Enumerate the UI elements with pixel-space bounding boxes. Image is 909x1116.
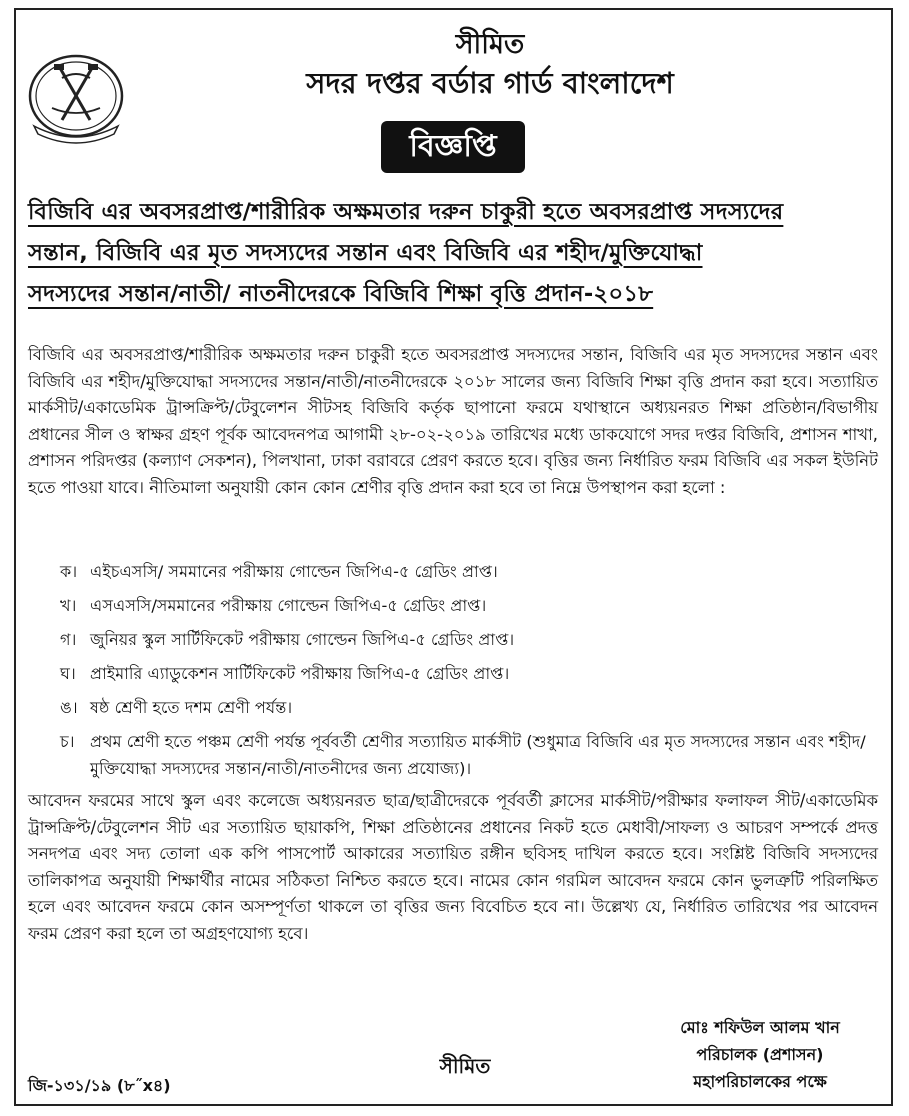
list-item-text: ষষ্ঠ শ্রেণী হতে দশম শ্রেণী পর্যন্ত। — [90, 698, 293, 717]
classification-label: সীমিত — [455, 29, 525, 60]
organization-name: সদর দপ্তর বর্ডার গার্ড বাংলাদেশ — [306, 66, 674, 100]
body-paragraph-2: আবেদন ফরমের সাথে স্কুল এবং কলেজে অধ্যয়নরত ছাত্র/ছাত্রীদেরকে পূর্ববর্তী ক্লাসের মার্কসীট/পরীক্ষার ফলাফল সীট/একাডেমিক ট্রান্সক্রিপ্ট/টেবুলেশন সীট এর সত্যায়িত ছায়াকপি, শিক্ষা প্রতিষ্ঠানের প্রধানের নিকট হতে মেধাবী/সাফল্য ও আচরণ সম্পর্কে প্রদত্ত সনদপত্র এবং সদ্য তোলা এক কপি পাসপোর্ট আকারের সত্যায়িত রঙ্গীন ছবিসহ দাখিল করতে হবে। সংশ্লিষ্ট বিজিবি সদস্যদের তালিকাপত্র অনুযায়ী শিক্ষার্থীর নামের সঠিকতা নিশ্চিত করতে হবে। নামের কোন গরমিল আবেদন ফরমে কোন ভুলত্রুটি পরিলক্ষিত হলে এবং আবেদন ফরমে কোন অসম্পূর্ণতা থাকলে তা বৃত্তির জন্য বিবেচিত হবে না। উল্লেখ্য যে, নির্ধারিত তারিখের পর আবেদন ফরম প্রেরণ করা হলে তা অগ্রহণযোগ্য হবে। — [28, 791, 878, 943]
list-item — [60, 592, 880, 619]
signatory-on-behalf: মহাপরিচালকের পক্ষে — [693, 1072, 827, 1091]
subject-line: সন্তান, বিজিবি এর মৃত সদস্যদের সন্তান এবং বিজিবি এর শহীদ/মুক্তিযোদ্ধা — [28, 240, 703, 266]
list-item-text: প্রথম শ্রেণী হতে পঞ্চম শ্রেণী পর্যন্ত পূর্ববর্তী শ্রেণীর সত্যায়িত মার্কসীট (শুধুমাত্র বিজিবি এর মৃত সদস্যদের সন্তান এবং শহীদ/মুক্তিযোদ্ধা সদস্যদের সন্তান/নাতী/নাতনীদের জন্য প্রযোজ্য)। — [90, 732, 866, 778]
list-item — [60, 660, 880, 687]
body-paragraph-1: বিজিবি এর অবসরপ্রাপ্ত/শারীরিক অক্ষমতার দরুন চাকুরী হতে অবসরপ্রাপ্ত সদস্যদের সন্তান, বিজিবি এর মৃত সদস্যদের সন্তান এবং বিজিবি এর শহীদ/মুক্তিযোদ্ধা সদস্যদের সন্তান/নাতী/নাতনীদেরকে ২০১৮ সালের জন্য বিজিবি শিক্ষা বৃত্তি প্রদান করা হবে। সত্যায়িত মার্কসীট/একাডেমিক ট্রান্সক্রিপ্ট/টেবুলেশন সীটসহ বিজিবি কর্তৃক ছাপানো ফরমে যথাস্থানে অধ্যয়নরত শিক্ষা প্রতিষ্ঠান/বিভাগীয় প্রধানের সীল ও স্বাক্ষর গ্রহণ পূর্বক আবেদনপত্র আগামী ২৮-০২-২০১৯ তারিখের মধ্যে ডাকযোগে সদর দপ্তর বিজিবি, প্রশাসন শাখা, প্রশাসন পরিদপ্তর (কল্যাণ সেকশন), পিলখানা, ঢাকা বরাবরে প্রেরণ করতে হবে। বৃত্তির জন্য নির্ধারিত ফরম বিজিবি এর সকল ইউনিট হতে পাওয়া যাবে। নীতিমালা অনুযায়ী কোন কোন শ্রেণীর বৃত্তি প্রদান করা হবে তা নিম্নে উপস্থাপন করা হলো : — [28, 345, 878, 497]
signatory-designation: পরিচালক (প্রশাসন) — [696, 1045, 824, 1064]
notice-subject — [28, 192, 886, 315]
list-item — [60, 558, 880, 585]
signature-block — [640, 1014, 880, 1095]
list-item — [60, 694, 880, 721]
list-item-key: গ। — [60, 630, 77, 649]
signatory-name: মোঃ শফিউল আলম খান — [680, 1018, 840, 1037]
list-item — [60, 728, 880, 782]
notice-banner: বিজ্ঞপ্তি — [381, 121, 525, 173]
footer-classification-label: সীমিত — [439, 1054, 491, 1078]
scholarship-category-list — [60, 558, 880, 789]
list-item-text: জুনিয়র স্কুল সার্টিফিকেট পরীক্ষায় গোল্ডেন জিপিএ-৫ গ্রেডিং প্রাপ্ত। — [90, 630, 515, 649]
bgb-emblem-logo — [22, 48, 130, 148]
reference-code: জি-১৩১/১৯ (৮˝x৪) — [28, 1076, 171, 1095]
cropped-top-text — [0, 0, 909, 6]
list-item-text: এসএসসি/সমমানের পরীক্ষায় গোল্ডেন জিপিএ-৫ গ্রেডিং প্রাপ্ত। — [90, 596, 487, 615]
list-item-key: ঙ। — [60, 698, 78, 717]
header — [180, 28, 800, 102]
list-item — [60, 626, 880, 653]
list-item-key: ঘ। — [60, 664, 76, 683]
subject-line: সদস্যদের সন্তান/নাতী/ নাতনীদেরকে বিজিবি শিক্ষা বৃত্তি প্রদান-২০১৮ — [28, 281, 654, 307]
list-item-text: এইচএসসি/ সমমানের পরীক্ষায় গোল্ডেন জিপিএ-৫ গ্রেডিং প্রাপ্ত। — [90, 562, 498, 581]
list-item-key: খ। — [60, 596, 77, 615]
list-item-key: ক। — [60, 562, 78, 581]
list-item-text: প্রাইমারি এ্যাডুকেশন সার্টিফিকেট পরীক্ষায় জিপিএ-৫ গ্রেডিং প্রাপ্ত। — [90, 664, 510, 683]
list-item-key: চ। — [60, 732, 75, 751]
subject-line: বিজিবি এর অবসরপ্রাপ্ত/শারীরিক অক্ষমতার দরুন চাকুরী হতে অবসরপ্রাপ্ত সদস্যদের — [28, 199, 784, 225]
